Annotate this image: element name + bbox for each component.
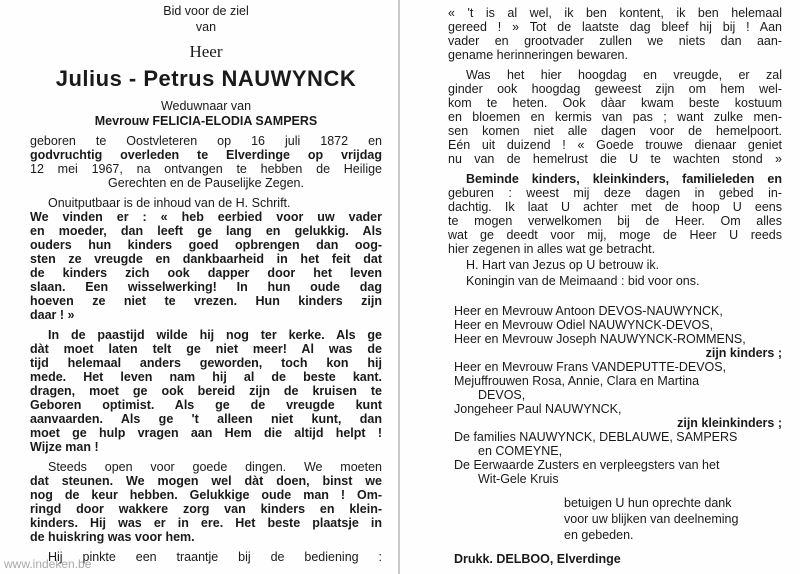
thanks-line: en gebeden. — [564, 528, 634, 542]
text-line: sen komen niet alle dagen voor de hemelpoort. — [448, 124, 782, 138]
deceased-name: Julius - Petrus NAUWYNCK — [55, 66, 357, 91]
printer-credit: Drukk. DELBOO, Elverdinge — [454, 552, 621, 566]
text-line: Gerechten en de Pauselijke Zegen. — [108, 176, 304, 190]
intro-line: Bid voor de ziel — [163, 4, 249, 18]
card-fold — [398, 0, 400, 574]
text-line: Steeds open voor goede dingen. We moeten — [48, 460, 382, 474]
family-line: Wit-Gele Kruis — [478, 472, 559, 486]
text-line: Beminde kinders, kleinkinders, familieleden en — [466, 172, 782, 186]
text-line: dat steunen. We mogen wel dàt doen, binst we — [30, 474, 382, 488]
text-line: gereed ! » Tot de laatste dag bleef hij bij ! Aan — [448, 20, 782, 34]
family-line: Mejuffrouwen Rosa, Annie, Clara en Martina — [454, 374, 700, 388]
thanks-line: betuigen U hun oprechte dank — [564, 496, 732, 510]
text-line: geburen : weest mij deze dagen in gebed in- — [448, 186, 782, 200]
text-line: daar ! » — [30, 308, 75, 322]
text-line: kinders. Hij was er in ere. Het beste plaatsje in — [30, 516, 382, 530]
text-line: We vinden er : « heb eerbied voor uw vader — [30, 210, 382, 224]
text-line: dàt moet laten telt ge niet meer! Al was de — [30, 342, 382, 356]
title-heer: Heer — [189, 42, 223, 61]
text-line: gename herinneringen bewaren. — [448, 48, 628, 62]
text-line: Geboren optimist. Als ge de vreugde kunt — [30, 398, 382, 412]
family-line: Heer en Mevrouw Odiel NAUWYNCK-DEVOS, — [454, 318, 714, 332]
text-line: Eén uit duizend ! « Goede trouwe dienaar geniet — [448, 138, 782, 152]
text-line: Koningin van de Meimaand : bid voor ons. — [466, 274, 700, 288]
family-line: De families NAUWYNCK, DEBLAUWE, SAMPERS — [454, 430, 738, 444]
text-line: moet ge hulp vragen aan Hem die altijd helpt ! — [30, 426, 382, 440]
text-line: 12 mei 1967, na ontvangen te hebben de Heilige — [30, 162, 382, 176]
text-line: sten ze vreugde en dankbaarheid in het feit dat — [30, 252, 382, 266]
text-line: vader en grootvader zullen we niets dan aan- — [448, 34, 782, 48]
text-line: tijd helemaal anders geworden, toch kon hij — [30, 356, 382, 370]
text-line: wat ge deedt voor mij, moge de Heer U reeds — [448, 228, 782, 242]
text-line: Onuitputbaar is de inhoud van de H. Schrift. — [48, 196, 291, 210]
text-line: te mogen verwelkomen bij de Heer. Om alles — [448, 214, 782, 228]
text-line: mede. Het leven nam hij al de beste kant. — [30, 370, 382, 384]
text-line: Wijze man ! — [30, 440, 99, 454]
text-line: de huiskring was voor hem. — [30, 530, 195, 544]
text-line: dachtig. Ik laat U achter met de hoop U eens — [448, 200, 782, 214]
text-line: kom te heten. Ook dàar kwam beste kostuum — [448, 96, 782, 110]
text-line: en bloemen en kermis van pas ; want zulke men- — [448, 110, 782, 124]
text-line: ringd door wakkere zorg van kinders en klein- — [30, 502, 382, 516]
text-line: godvruchtig overleden te Elverdinge op vrijdag — [30, 148, 382, 162]
thanks-line: voor uw blijken van deelneming — [564, 512, 739, 526]
text-line: ouders hun kinders goed opbrengen dan oog- — [30, 238, 382, 252]
text-line: nu van de hemelrust die U te wachten stond » — [448, 152, 782, 166]
family-line: Heer en Mevrouw Joseph NAUWYNCK-ROMMENS, — [454, 332, 746, 346]
text-line: de kinders zich ook dapper door het leven — [30, 266, 382, 280]
watermark: www.indeken.be — [4, 557, 92, 571]
text-line: en moeder, dan leeft ge lang en gelukkig. Als — [30, 224, 382, 238]
text-line: aanvaarden. Als ge 't alleen niet kunt, dan — [30, 412, 382, 426]
widower-of: Weduwnaar van — [160, 99, 252, 113]
text-line: Hij pinkte een traantje bij de bediening : — [48, 550, 382, 564]
family-line: Heer en Mevrouw Frans VANDEPUTTE-DEVOS, — [454, 360, 727, 374]
text-line: H. Hart van Jezus op U betrouw ik. — [466, 258, 660, 272]
family-group-label: zijn kinders ; — [705, 346, 782, 360]
text-line: Was het hier hoogdag en vreugde, er zal — [466, 68, 782, 82]
family-line: De Eerwaarde Zusters en verpleegsters van het — [454, 458, 720, 472]
text-line: hier zegenen in alles wat ge betracht. — [448, 242, 656, 256]
family-line: Heer en Mevrouw Antoon DEVOS-NAUWYNCK, — [454, 304, 723, 318]
intro-van: van — [195, 20, 217, 34]
text-line: slaan. Een wisselwerking! In hun oude dag — [30, 280, 382, 294]
text-line: « 't is al wel, ik ben kontent, ik ben helemaal — [448, 6, 782, 20]
text-line: ginder ook hoogdag geweest zijn om hem wel- — [448, 82, 782, 96]
family-line: DEVOS, — [478, 388, 526, 402]
text-line: dragen, moet ge ook bereid zijn de kruisen te — [30, 384, 382, 398]
text-line: hoeven ze niet te vrezen. Hun kinders zijn — [30, 294, 382, 308]
family-group-label: zijn kleinkinders ; — [677, 416, 782, 430]
spouse-name: Mevrouw FELICIA-ELODIA SAMPERS — [94, 114, 318, 128]
text-line: geboren te Oostvleteren op 16 juli 1872 en — [30, 134, 382, 148]
text-line: nog de keur hebben. Gelukkige oude man ! Om- — [30, 488, 382, 502]
family-line: Jongeheer Paul NAUWYNCK, — [454, 402, 622, 416]
text-line: In de paastijd wilde hij nog ter kerke. Als ge — [48, 328, 382, 342]
family-line: en COMEYNE, — [478, 444, 563, 458]
